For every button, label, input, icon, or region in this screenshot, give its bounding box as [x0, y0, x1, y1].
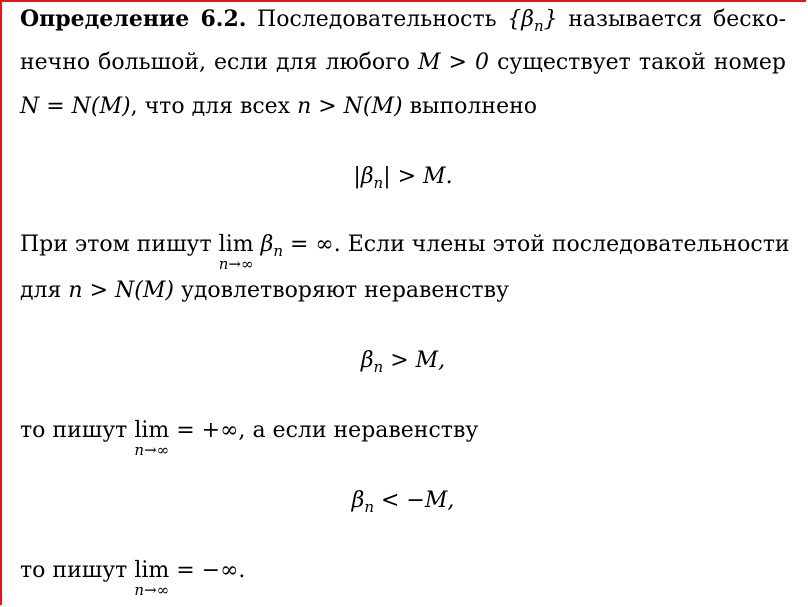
condition-m-positive: M > 0	[417, 50, 490, 75]
paragraph-4	[20, 548, 246, 599]
condition-n-greater-2: n > N(M)	[68, 278, 174, 303]
sequence-symbol: $\{\beta_n\}$	[507, 7, 558, 35]
paragraph-4-a: то пишут	[20, 558, 128, 583]
limit-operator: lim n→∞	[218, 232, 254, 273]
limit-minus-infinity: = −∞.	[169, 558, 246, 583]
paragraph-2-line-2-b: удовлетворяют неравенству	[180, 278, 509, 303]
definition-line-3-b: выполнено	[409, 94, 537, 119]
definition-line-2	[20, 40, 786, 86]
paragraph-3	[20, 408, 479, 459]
number-n-of-m: N = N(M)	[20, 94, 131, 119]
limit-operator-minus: lim n→∞	[134, 558, 170, 599]
formula-beta-greater-m: $\beta_n > M$,	[360, 348, 446, 376]
paragraph-2-line-1	[20, 222, 790, 273]
definition-intro-word: Последовательность	[257, 7, 497, 32]
definition-heading: Определение 6.2.	[20, 6, 247, 32]
definition-line-1	[20, 0, 786, 43]
definition-line-2-b: существует такой номер	[497, 50, 787, 75]
limit-plus-infinity: = +∞,	[169, 418, 246, 443]
limit-operator-plus: lim n→∞	[134, 418, 170, 459]
limit-expression: $\beta_n$ = ∞.	[260, 232, 341, 260]
formula-beta-less-minus-m: $\beta_n < -M$,	[351, 488, 455, 516]
formula-abs-beta-greater-m: $|\beta_n| > M$.	[353, 164, 453, 192]
paragraph-2-line-2-a: для	[20, 278, 62, 303]
definition-line-2-a: нечно большой, если для любого	[20, 50, 410, 75]
paragraph-2-line-2	[20, 268, 509, 314]
definition-line-3	[20, 84, 537, 130]
paragraph-3-a: то пишут	[20, 418, 128, 443]
paragraph-3-b: а если неравенству	[252, 418, 479, 443]
paragraph-2-intro: При этом пишут	[20, 232, 212, 257]
definition-line-1-tail: называется беско-	[568, 7, 787, 32]
condition-n-greater: n > N(M)	[297, 94, 403, 119]
definition-line-3-a: , что для всех	[130, 94, 291, 119]
paragraph-2-line-1-tail: Если члены этой последовательности	[347, 232, 790, 257]
